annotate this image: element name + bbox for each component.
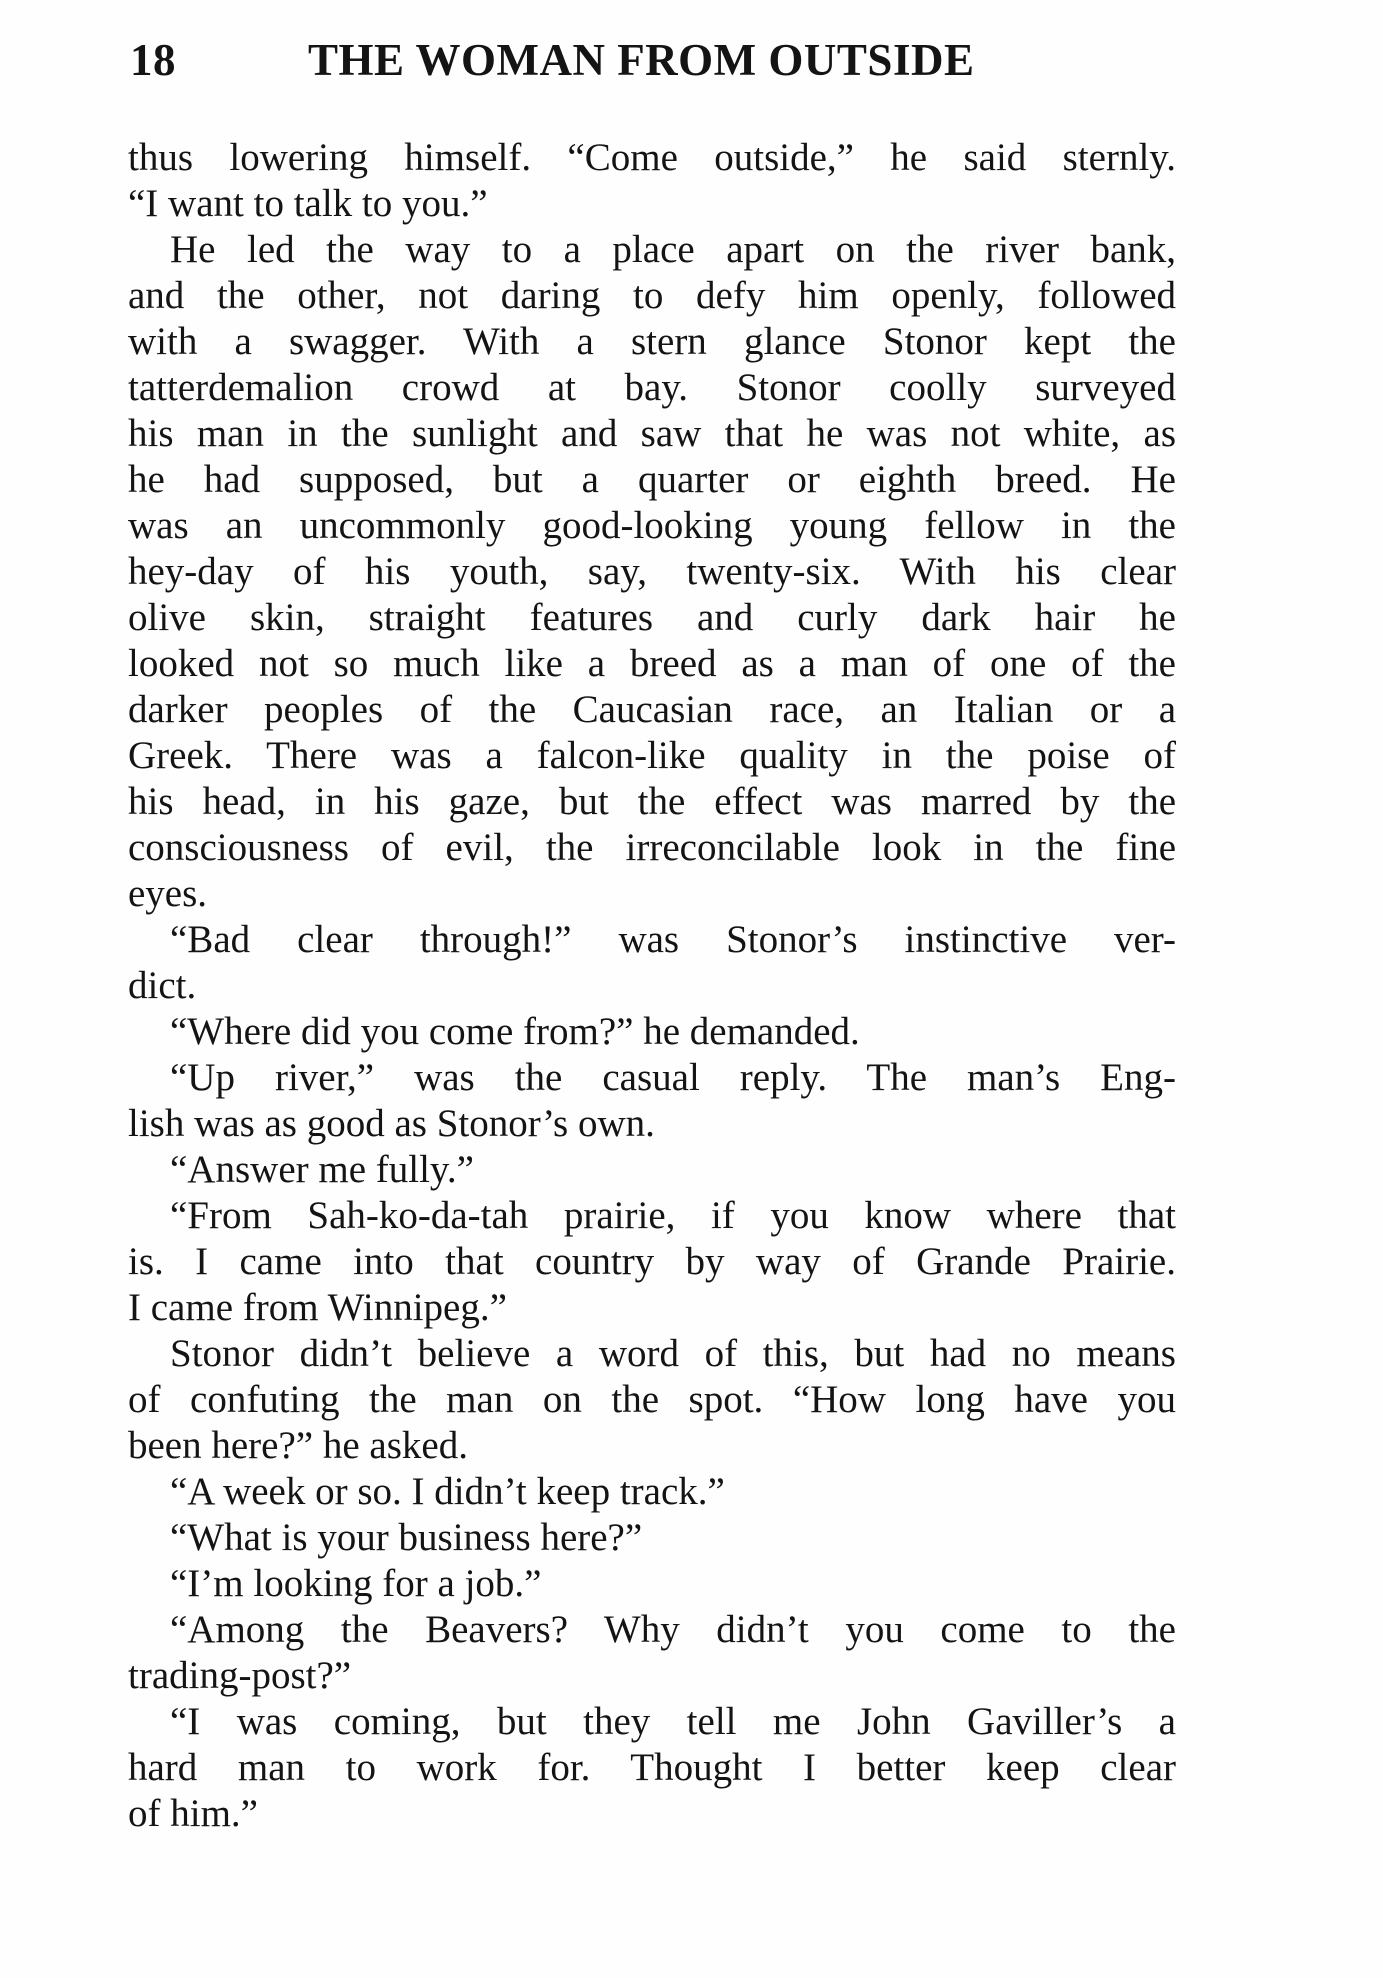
text-line: with a swagger. With a stern glance Stonor kept the [128, 320, 1176, 363]
running-title: THE WOMAN FROM OUTSIDE [308, 35, 975, 85]
text-line: he had supposed, but a quarter or eighth breed. He [128, 458, 1176, 501]
text-line: olive skin, straight features and curly dark hair he [128, 596, 1176, 639]
text-line: of confuting the man on the spot. “How long have you [128, 1378, 1176, 1421]
text-line: “I’m looking for a job.” [170, 1562, 542, 1605]
text-line: been here?” he asked. [128, 1424, 468, 1467]
text-line: “Answer me fully.” [170, 1148, 474, 1191]
text-line: “From Sah-ko-da-tah prairie, if you know where that [170, 1194, 1176, 1237]
text-line: consciousness of evil, the irreconcilable look in the fine [128, 826, 1176, 869]
page-header [130, 30, 1180, 90]
text-line: I came from Winnipeg.” [128, 1286, 507, 1329]
text-line: and the other, not daring to defy him openly, followed [128, 274, 1176, 317]
text-line: eyes. [128, 872, 208, 915]
text-line: darker peoples of the Caucasian race, an Italian or a [128, 688, 1176, 731]
text-line: of him.” [128, 1792, 258, 1835]
text-line: tatterdemalion crowd at bay. Stonor coolly surveyed [128, 366, 1176, 409]
text-line: is. I came into that country by way of Grande Prairie. [128, 1240, 1176, 1283]
text-line: “I was coming, but they tell me John Gaviller’s a [170, 1700, 1176, 1743]
text-line: his man in the sunlight and saw that he was not white, as [128, 412, 1176, 455]
text-line: lish was as good as Stonor’s own. [128, 1102, 655, 1145]
text-line: “What is your business here?” [170, 1516, 643, 1559]
body-text [128, 135, 1176, 1837]
text-line: “I want to talk to you.” [128, 182, 488, 225]
text-line: “Bad clear through!” was Stonor’s instinctive ver- [170, 918, 1176, 961]
text-line: dict. [128, 964, 197, 1007]
text-line: looked not so much like a breed as a man of one of the [128, 642, 1176, 685]
text-line: “Where did you come from?” he demanded. [170, 1010, 860, 1053]
text-line: “Up river,” was the casual reply. The man’s Eng- [170, 1056, 1176, 1099]
text-line: was an uncommonly good-looking young fellow in the [128, 504, 1176, 547]
text-line: Stonor didn’t believe a word of this, but had no means [170, 1332, 1176, 1375]
page-number: 18 [130, 35, 176, 85]
text-line: Greek. There was a falcon-like quality in the poise of [128, 734, 1176, 777]
text-line: his head, in his gaze, but the effect was marred by the [128, 780, 1176, 823]
text-line: “A week or so. I didn’t keep track.” [170, 1470, 725, 1513]
text-line: hey-day of his youth, say, twenty-six. With his clear [128, 550, 1176, 593]
text-line: trading-post?” [128, 1654, 352, 1697]
text-line: thus lowering himself. “Come outside,” he said sternly. [128, 136, 1176, 179]
text-line: “Among the Beavers? Why didn’t you come to the [170, 1608, 1176, 1651]
text-line: He led the way to a place apart on the river bank, [170, 228, 1176, 271]
text-line: hard man to work for. Thought I better keep clear [128, 1746, 1176, 1789]
